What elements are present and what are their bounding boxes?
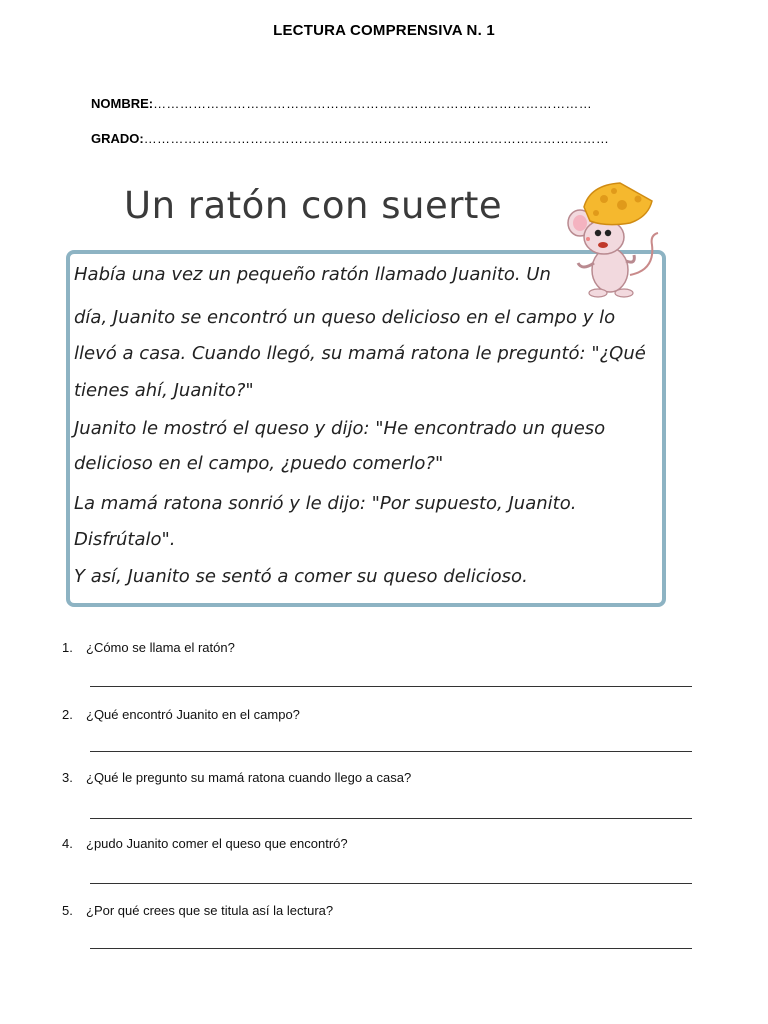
question-2 <box>62 707 300 722</box>
story-title: Un ratón con suerte <box>124 184 503 227</box>
question-3 <box>62 770 411 785</box>
answer-line-1[interactable] <box>90 686 692 687</box>
question-4 <box>62 836 348 851</box>
answer-line-5[interactable] <box>90 948 692 949</box>
name-label: NOMBRE: <box>91 96 154 111</box>
story-line: llevó a casa. Cuando llegó, su mamá ratona le preguntó: "¿Qué <box>74 343 646 364</box>
story-line: Había una vez un pequeño ratón llamado Juanito. Un <box>74 264 551 285</box>
story-line: Disfrútalo". <box>74 529 176 550</box>
grade-label: GRADO: <box>91 131 144 146</box>
mouse-with-cheese-icon <box>560 175 660 305</box>
story-line: delicioso en el campo, ¿puedo comerlo?" <box>74 453 444 474</box>
question-text: ¿Por qué crees que se titula así la lectura? <box>86 903 334 918</box>
story-line: Y así, Juanito se sentó a comer su queso delicioso. <box>74 566 528 587</box>
question-1 <box>62 640 235 655</box>
name-field[interactable] <box>91 96 592 111</box>
story-line: día, Juanito se encontró un queso delicioso en el campo y lo <box>74 307 616 328</box>
answer-line-4[interactable] <box>90 883 692 884</box>
question-5 <box>62 903 333 918</box>
question-number: 5. <box>62 903 73 918</box>
answer-line-2[interactable] <box>90 751 692 752</box>
answer-line-3[interactable] <box>90 818 692 819</box>
question-text: ¿Qué le pregunto su mamá ratona cuando llego a casa? <box>86 770 412 785</box>
grade-dots: …………………………………………………………………………………………… <box>143 131 610 146</box>
name-dots: ……………………………………………………………………………………… <box>153 96 593 111</box>
grade-field[interactable] <box>91 131 609 146</box>
question-text: ¿Qué encontró Juanito en el campo? <box>86 707 300 722</box>
question-number: 1. <box>62 640 73 655</box>
worksheet-title: LECTURA COMPRENSIVA N. 1 <box>273 22 495 39</box>
story-line: La mamá ratona sonrió y le dijo: "Por supuesto, Juanito. <box>74 493 577 514</box>
question-text: ¿pudo Juanito comer el queso que encontró? <box>86 836 348 851</box>
question-text: ¿Cómo se llama el ratón? <box>86 640 235 655</box>
story-line: Juanito le mostró el queso y dijo: "He encontrado un queso <box>74 418 606 439</box>
question-number: 3. <box>62 770 73 785</box>
question-number: 2. <box>62 707 73 722</box>
story-line: tienes ahí, Juanito?" <box>74 380 254 401</box>
question-number: 4. <box>62 836 73 851</box>
